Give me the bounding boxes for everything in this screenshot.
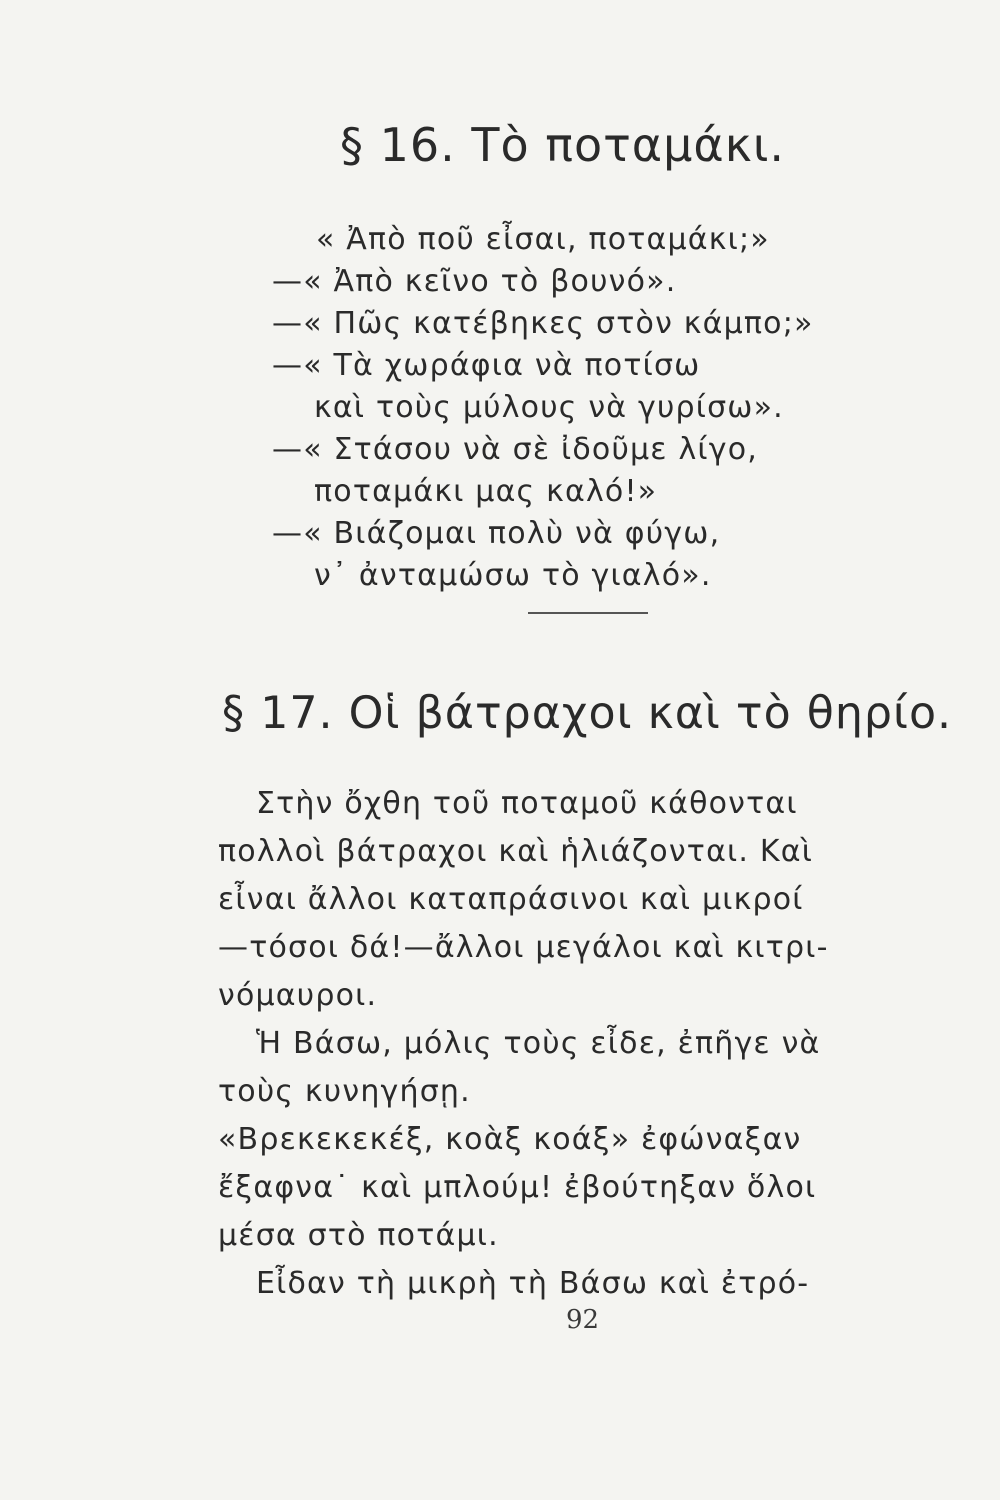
prose-line: «Βρεκεκεκέξ, κοὰξ κοάξ» ἐφώναξαν	[218, 1122, 802, 1157]
poem-line: ποταμάκι μας καλό!»	[314, 474, 658, 509]
prose-line: πολλοὶ βάτραχοι καὶ ἡλιάζονται. Καὶ	[218, 834, 814, 869]
prose-line: Ἡ Βάσω, μόλις τοὺς εἶδε, ἐπῆγε νὰ	[256, 1026, 821, 1061]
poem-line: « Ἀπὸ ποῦ εἶσαι, ποταμάκι;»	[316, 222, 770, 257]
prose-line: Στὴν ὄχθη τοῦ ποταμοῦ κάθονται	[256, 786, 798, 821]
prose-line: μέσα στὸ ποτάμι.	[218, 1218, 499, 1253]
prose-line: εἶναι ἄλλοι καταπράσινοι καὶ μικροί	[218, 882, 804, 917]
poem-line: —« Τὰ χωράφια νὰ ποτίσω	[272, 348, 701, 383]
poem-line: —« Βιάζομαι πολὺ νὰ φύγω,	[272, 516, 721, 551]
poem-line: —« Στάσου νὰ σὲ ἰδοῦμε λίγο,	[272, 432, 758, 467]
prose-line: ἔξαφνα˙ καὶ μπλούμ! ἐβούτηξαν ὅλοι	[218, 1170, 817, 1205]
poem-line: —« Πῶς κατέβηκες στὸν κάμπο;»	[272, 306, 814, 341]
section-divider	[528, 612, 648, 614]
section-16-title: § 16. Τὸ ποταμάκι.	[340, 118, 786, 172]
section-17-title: § 17. Οἱ βάτραχοι καὶ τὸ θηρίο.	[222, 688, 953, 739]
prose-line: τοὺς κυνηγήσῃ.	[218, 1074, 471, 1109]
prose-line: —τόσοι δά!—ἄλλοι μεγάλοι καὶ κιτρι-	[218, 930, 829, 965]
prose-line: νόμαυροι.	[218, 978, 378, 1013]
poem-line: —« Ἀπὸ κεῖνο τὸ βουνό».	[272, 264, 677, 299]
prose-line: Εἶδαν τὴ μικρὴ τὴ Βάσω καὶ ἐτρό-	[256, 1266, 810, 1301]
poem-line: ν᾽ ἀνταμώσω τὸ γιαλό».	[314, 558, 712, 593]
page-number: 92	[566, 1305, 600, 1335]
poem-line: καὶ τοὺς μύλους νὰ γυρίσω».	[314, 390, 784, 425]
